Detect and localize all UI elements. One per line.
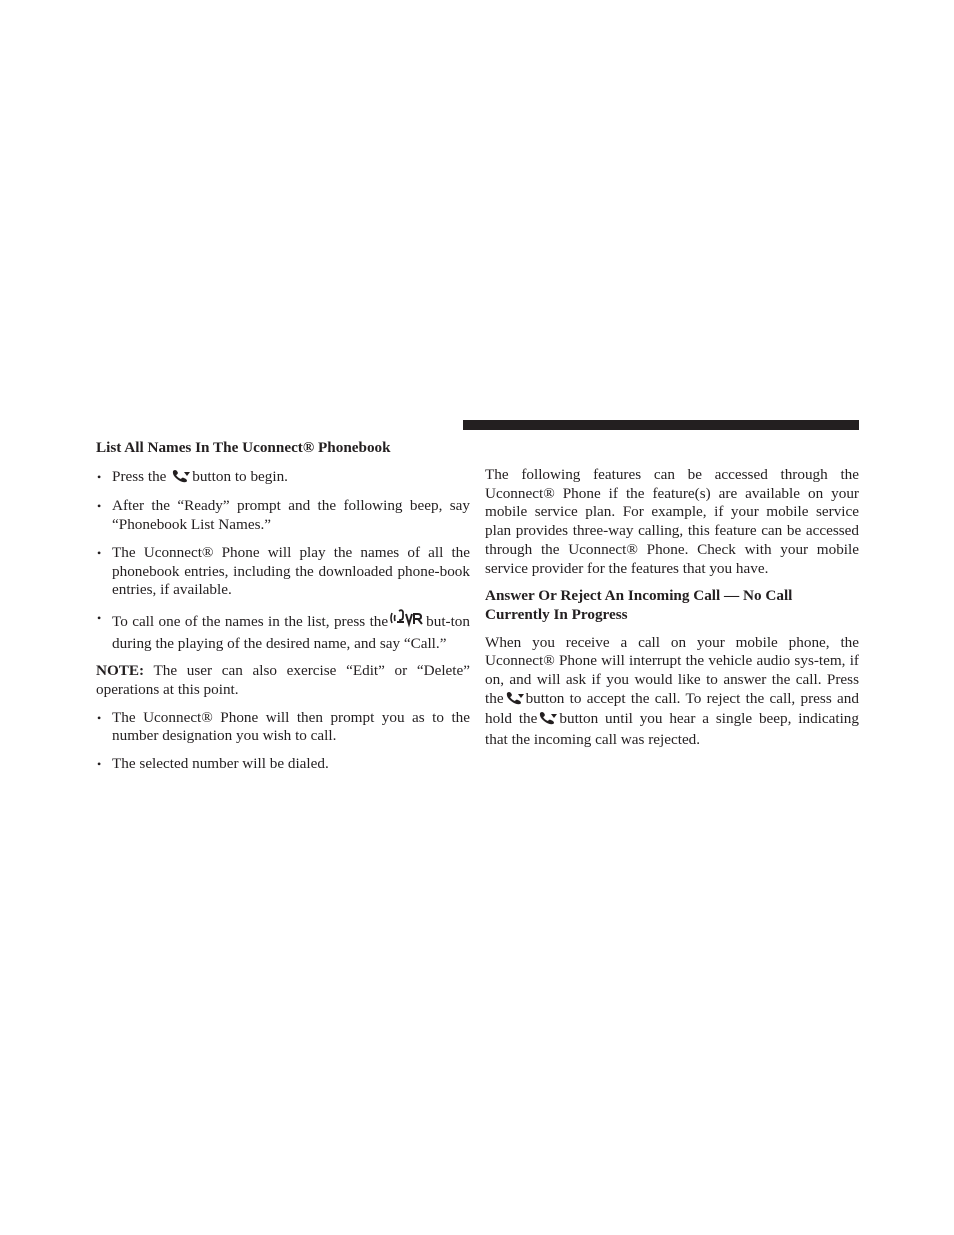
phone-icon bbox=[538, 711, 558, 731]
section-rule bbox=[463, 420, 859, 430]
note-label: NOTE: bbox=[96, 662, 145, 680]
left-column bbox=[96, 430, 470, 774]
section-heading-phonebook: List All Names In The Uconnect® Phonebook bbox=[96, 439, 391, 456]
section-heading-answer-reject: Answer Or Reject An Incoming Call — No Call Currently In Progress bbox=[485, 587, 793, 623]
list-item: • Press the button to begin. bbox=[96, 468, 470, 489]
instruction-list-continued bbox=[96, 709, 470, 774]
list-item: • To call one of the names in the list, press the but-ton during the playing of the desired name, and say “Call.” bbox=[96, 609, 470, 653]
list-item: • The Uconnect® Phone will then prompt you as to the number designation you wish to call. bbox=[96, 709, 470, 746]
intro-paragraph: The following features can be accessed through the Uconnect® Phone if the feature(s) are available on your mobile service plan. For example, if your mobile service plan provides three-way calling, this feature can be accessed through the Uconnect® Phone. Check with your mobile service provider for the features that you have. bbox=[485, 466, 859, 577]
list-item: • The Uconnect® Phone will play the names of all the phonebook entries, including the downloaded phone-book entries, if available. bbox=[96, 544, 470, 600]
instruction-list bbox=[96, 468, 470, 654]
right-column bbox=[485, 430, 859, 750]
answer-reject-paragraph: When you receive a call on your mobile phone, the Uconnect® Phone will interrupt the vehicle audio sys-tem, if on, and will ask if you would like to answer the call. Press the button to accept the call. To reject the call, press and hold the button until you hear a single beep, indicating that the incoming call was rejected. bbox=[485, 633, 859, 749]
list-item: • After the “Ready” prompt and the following beep, say “Phonebook List Names.” bbox=[96, 497, 470, 534]
note-paragraph: NOTE: The user can also exercise “Edit” or “Delete” operations at this point. bbox=[96, 662, 470, 699]
phone-icon bbox=[505, 691, 525, 711]
voice-recognition-icon bbox=[389, 609, 425, 635]
list-item: • The selected number will be dialed. bbox=[96, 755, 470, 774]
phone-icon bbox=[171, 469, 191, 489]
